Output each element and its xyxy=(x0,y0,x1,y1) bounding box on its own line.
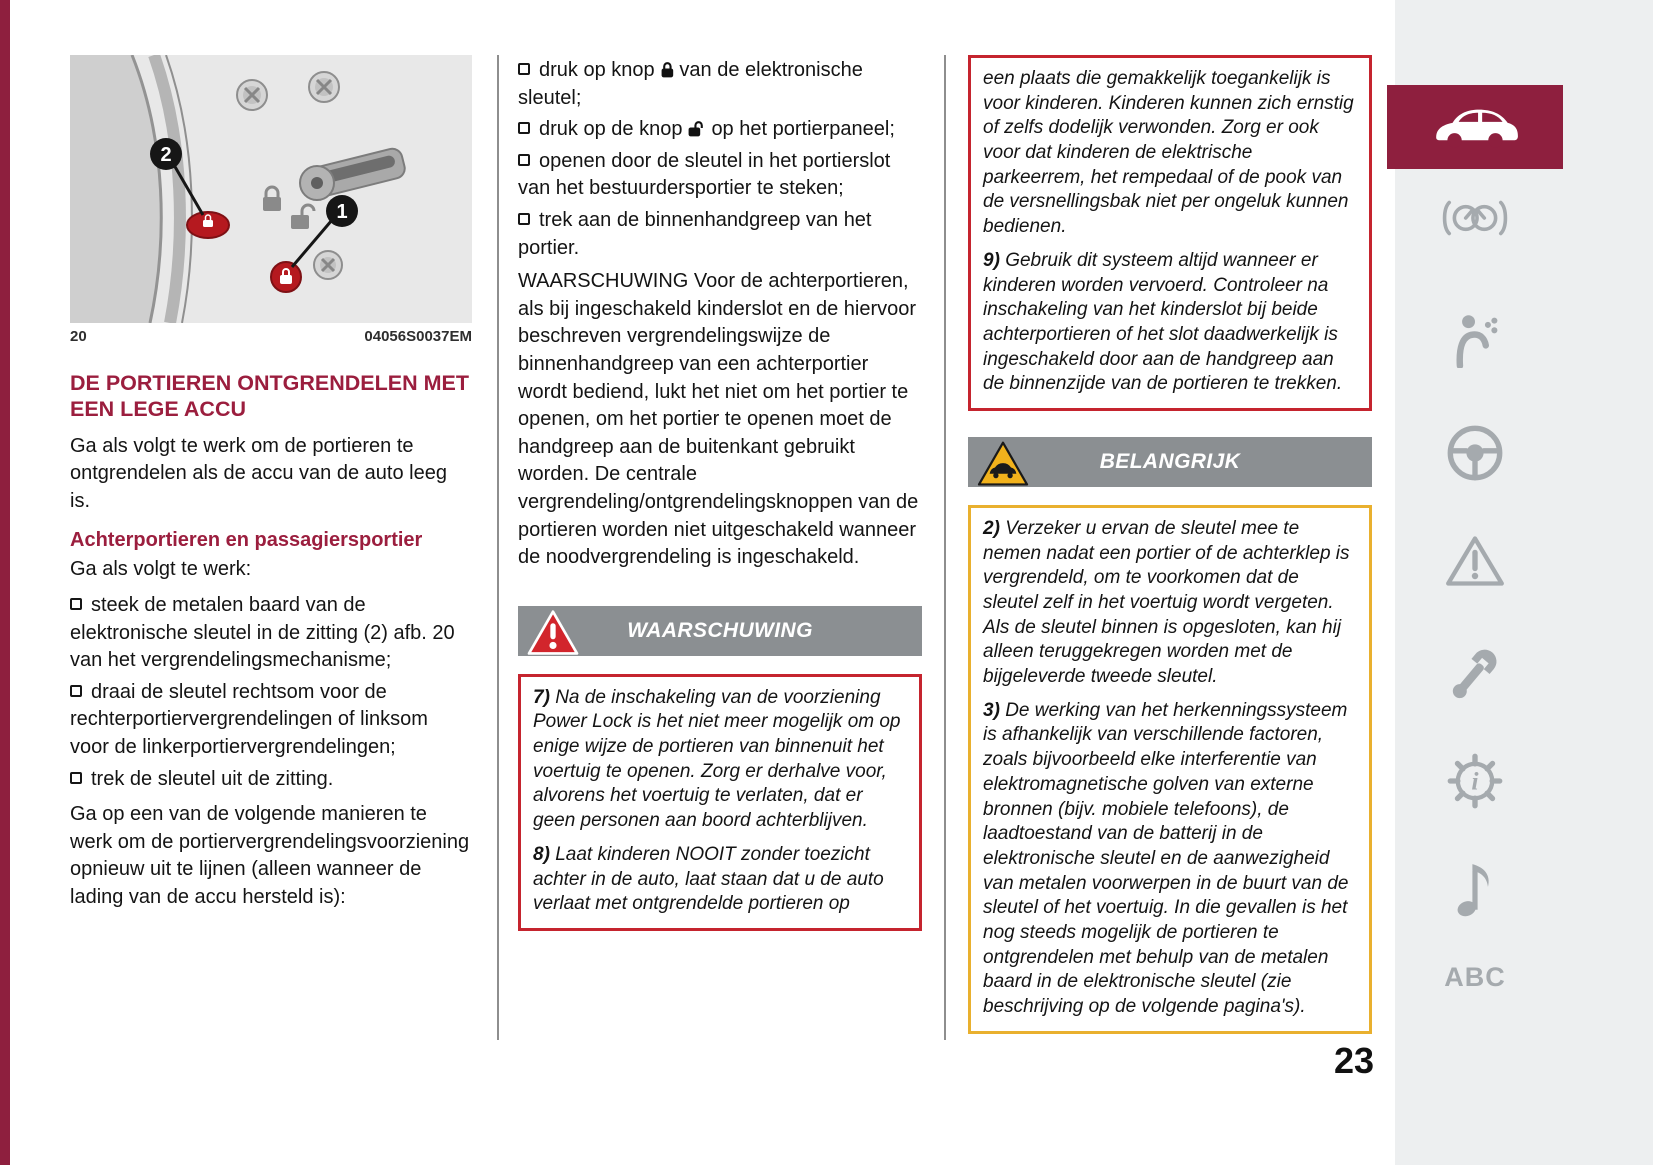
wrench-icon xyxy=(1446,644,1504,702)
note-number: 7) xyxy=(533,686,550,708)
note-text: Verzeker u ervan de sleutel mee te nemen nadat een portier of de achterklep is vergrendeld, om te voorkomen dat de sleutel zelf in het voertuig wordt vergeten. Als de sleutel binnen is opgesloten, kan hij alleen teruggekregen worden met de bijgeleverde tweede sleutel. xyxy=(983,517,1350,688)
bullet-item xyxy=(518,57,922,112)
abc-label: ABC xyxy=(1444,962,1506,992)
car-icon xyxy=(1428,104,1522,150)
sidebar-item-index xyxy=(1395,962,1555,993)
bullet-text: druk op knop xyxy=(539,59,655,81)
spine-accent-bar xyxy=(0,0,10,1165)
sidebar-item-emergency xyxy=(1395,534,1555,588)
info-gear-icon xyxy=(1446,752,1504,810)
bullet-square-icon xyxy=(70,685,82,697)
note-text: Na de inschakeling van de voorziening Power Lock is het niet meer mogelijk om op enige wijze de portieren van binnenuit het voertuig te openen. Zorg er derhalve voor, alvorens het voertuig te verlaten, dat er geen personen aan boord achterblijven. xyxy=(533,686,901,832)
warning-triangle-icon xyxy=(526,609,580,657)
bullet-item xyxy=(70,679,472,762)
bullet-square-icon xyxy=(518,122,530,134)
bullet-item xyxy=(70,592,472,675)
bullet-item xyxy=(518,207,922,262)
bullet-square-icon xyxy=(70,598,82,610)
column-3 xyxy=(968,55,1372,1034)
figure-callout-1: 1 xyxy=(336,201,348,223)
warning-box-title: WAARSCHUWING xyxy=(627,618,813,642)
bullet-text: druk op de knop xyxy=(539,118,683,141)
important-box-title: BELANGRIJK xyxy=(1099,449,1241,473)
bullet-text: draai de sleutel rechtsom voor de rechterportiervergrendelingen of linksom voor de linkerportiervergrendelingen; xyxy=(70,680,428,758)
lead-line: Ga als volgt te werk: xyxy=(70,558,252,581)
note-number: 2) xyxy=(983,517,1000,539)
padlock-closed-icon xyxy=(660,60,675,79)
note-item xyxy=(533,843,907,917)
note-text: Gebruik dit systeem altijd wanneer er kinderen worden vervoerd. Controleer na inschakeling van het kinderslot bij beide achterportieren of het slot daadwerkelijk is ingeschakeld door aan de handgreep aan de binnenzijde van de portieren te trekken. xyxy=(983,249,1343,395)
important-triangle-icon xyxy=(976,440,1030,488)
bullet-square-icon xyxy=(518,63,530,75)
sidebar-item-car-active xyxy=(1387,85,1563,169)
section-sidebar xyxy=(1395,0,1653,1165)
note-item xyxy=(533,686,907,834)
steering-wheel-icon xyxy=(1446,424,1504,482)
section-heading: DE PORTIEREN ONTGRENDELEN MET EEN LEGE ACCU xyxy=(70,371,469,421)
bullet-item xyxy=(70,766,472,794)
bullet-text: van de elektronische sleutel; xyxy=(518,59,863,109)
sidebar-item-maintenance xyxy=(1395,644,1555,702)
note-item xyxy=(983,517,1357,690)
intro-paragraph: Ga als volgt te werk om de portieren te ontgrendelen als de accu van de auto leeg is. xyxy=(70,434,447,512)
door-lock-illustration xyxy=(70,55,472,323)
bullet-square-icon xyxy=(70,772,82,784)
figure-code: 04056S0037EM xyxy=(364,328,472,345)
warning-triangle-icon xyxy=(1445,534,1505,588)
bullet-text: steek de metalen baard van de elektronische sleutel in de zitting (2) afb. 20 van het vergrendelingsmechanisme; xyxy=(70,593,455,672)
sidebar-item-technical-data xyxy=(1395,752,1555,810)
figure-20 xyxy=(70,55,472,345)
note-item xyxy=(983,249,1357,397)
note-text: Laat kinderen NOOIT zonder toezicht achter in de auto, laat staan dat u de auto verlaat met ontgrendelde portieren op xyxy=(533,843,884,915)
sidebar-item-dashboard xyxy=(1395,200,1555,236)
sidebar-item-multimedia xyxy=(1395,862,1555,918)
music-note-icon xyxy=(1454,862,1496,918)
important-box-header xyxy=(968,437,1372,487)
figure-caption xyxy=(70,328,472,345)
bullet-text: op het portierpaneel; xyxy=(711,118,895,141)
figure-callout-2: 2 xyxy=(160,144,172,166)
column-1 xyxy=(70,55,472,920)
note-number: 3) xyxy=(983,699,1000,721)
important-note-box xyxy=(968,505,1372,1034)
figure-number: 20 xyxy=(70,328,87,345)
page-number: 23 xyxy=(1333,1040,1374,1081)
note-item xyxy=(983,699,1357,1020)
padlock-open-icon xyxy=(687,119,706,138)
note-number: 9) xyxy=(983,249,1000,271)
sub-heading: Achterportieren en passagiersportier xyxy=(70,529,423,552)
warning-note-box-continued xyxy=(968,55,1372,411)
note-number: 8) xyxy=(533,843,550,865)
warning-note-box xyxy=(518,674,922,931)
bullet-item xyxy=(518,148,922,203)
bullet-item xyxy=(518,116,922,144)
column-divider xyxy=(944,55,946,1040)
warning-paragraph: WAARSCHUWING Voor de achterportieren, als bij ingeschakeld kinderslot en de hiervoor beschreven vergrendelingswijze de binnenhandgreep van een achterportier wordt bediend, lukt het niet om het portier te openen, om het portier te openen moet de handgreep aan de buitenkant gebruikt worden. De centrale vergrendeling/ontgrendelingsknoppen van de portieren worden niet uitgeschakeld wanneer de noodvergrendeling is ingeschakeld. xyxy=(518,270,919,569)
column-divider xyxy=(497,55,499,1040)
warning-box-header xyxy=(518,606,922,656)
note-text: een plaats die gemakkelijk toegankelijk is voor kinderen. Kinderen kunnen zich ernstig of zelfs dodelijk verwonden. Zorg er ook voor dat kinderen de elektrische parkeerrem, het rempedaal of de pook van de versnellingsbak niet per ongeluk kunnen bedienen. xyxy=(983,68,1354,238)
bullet-square-icon xyxy=(518,213,530,225)
note-text: De werking van het herkenningssysteem is afhankelijk van verschillende factoren, zoals bijvoorbeeld elke interferentie van elektromagnetische golven van externe bronnen (bijv. mobiele telefoons), de laadtoestand van de batterij in de elektronische sleutel en de aanwezigheid van metalen voorwerpen in de buurt van de sleutel of het voertuig. In die gevallen is het nog steeds mogelijk de portieren te ontgrendelen met behulp van de metalen baard in de elektronische sleutel (zie beschrijving op de volgende pagina's). xyxy=(983,699,1349,1017)
note-item xyxy=(983,67,1357,240)
sidebar-item-driving xyxy=(1395,424,1555,482)
sidebar-item-safety xyxy=(1395,312,1555,368)
bullet-text: trek de sleutel uit de zitting. xyxy=(91,767,334,790)
svg-text:i: i xyxy=(1471,766,1479,796)
airbag-icon xyxy=(1447,312,1503,368)
dashboard-icon xyxy=(1442,200,1508,236)
bullet-text: openen door de sleutel in het portierslot van het bestuurdersportier te steken; xyxy=(518,149,891,200)
outro-paragraph: Ga op een van de volgende manieren te werk om de portiervergrendelingsvoorziening opnieuw uit te lijnen (alleen wanneer de lading van de accu hersteld is): xyxy=(70,803,470,908)
bullet-text: trek aan de binnenhandgreep van het portier. xyxy=(518,208,872,259)
bullet-square-icon xyxy=(518,154,530,166)
column-2 xyxy=(518,55,922,931)
